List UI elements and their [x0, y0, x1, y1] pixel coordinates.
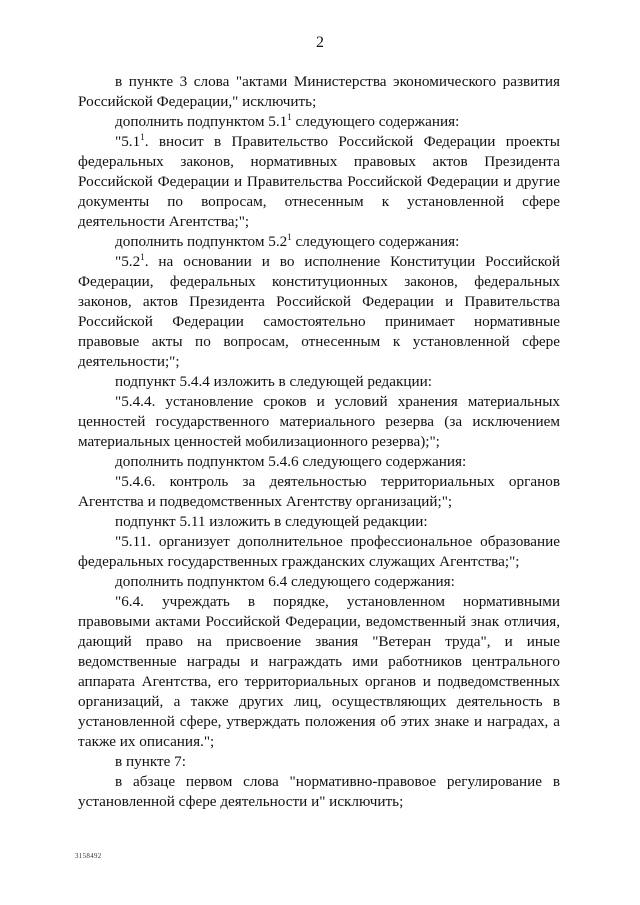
paragraph-4-text: дополнить подпунктом 5.2	[115, 233, 288, 250]
paragraph-5-text: "5.2	[115, 253, 141, 270]
document-id: 3158492	[75, 852, 102, 860]
paragraph-2	[78, 112, 560, 132]
paragraph-3	[78, 132, 560, 232]
paragraph-3-text: "5.1	[115, 133, 141, 150]
paragraph-11: "5.11. организует дополнительное профессиональное образование федеральных государственных гражданских служащих Агентства;";	[78, 533, 560, 570]
paragraph-13: "6.4. учреждать в порядке, установленном нормативными правовыми актами Российской Федерации, ведомственный знак отличия, дающий право на присвоение звания "Ветеран труда", и иные ведомственные награды и награждать ими работников центрального аппарата Агентства, его территориальных органов и подведомственных организаций, а также других лиц, осуществляющих деятельность в установленной сфере, утверждать положения об этих знаке и наградах, а также их описания.";	[78, 593, 560, 750]
paragraph-7: "5.4.4. установление сроков и условий хранения материальных ценностей государственного материального резерва (за исключением материальных ценностей мобилизационного резерва);";	[78, 393, 560, 450]
document-body	[78, 72, 560, 812]
paragraph-5-superscript: 1	[140, 252, 145, 262]
paragraph-2-text-tail: следующего содержания:	[291, 113, 460, 130]
paragraph-1: в пункте 3 слова "актами Министерства экономического развития Российской Федерации," исключить;	[78, 73, 560, 110]
paragraph-4	[78, 232, 560, 252]
paragraph-3-superscript: 1	[140, 132, 145, 142]
paragraph-2-superscript: 1	[287, 112, 292, 122]
paragraph-9: "5.4.6. контроль за деятельностью территориальных органов Агентства и подведомственных Агентству организаций;";	[78, 473, 560, 510]
paragraph-8: дополнить подпунктом 5.4.6 следующего содержания:	[115, 453, 467, 470]
paragraph-5-text-tail: . на основании и во исполнение Конституции Российской Федерации, федеральных конституционных законов, федеральных законов, актов Президента Российской Федерации и Правительства Российской Федерации самостоятельно принимает нормативные правовые акты по вопросам, отнесенным к установленной сфере деятельности;";	[78, 253, 560, 370]
paragraph-3-text-tail: . вносит в Правительство Российской Федерации проекты федеральных законов, нормативных правовых актов Президента Российской Федерации и Правительства Российской Федерации и другие документы по вопросам, отнесенным к установленной сфере деятельности Агентства;";	[78, 133, 560, 230]
paragraph-10: подпункт 5.11 изложить в следующей редакции:	[115, 513, 428, 530]
paragraph-2-text: дополнить подпунктом 5.1	[115, 113, 288, 130]
paragraph-5	[78, 252, 560, 372]
paragraph-14: в пункте 7:	[115, 753, 186, 770]
paragraph-4-text-tail: следующего содержания:	[291, 233, 460, 250]
paragraph-12: дополнить подпунктом 6.4 следующего содержания:	[115, 573, 455, 590]
paragraph-15: в абзаце первом слова "нормативно-правовое регулирование в установленной сфере деятельности и" исключить;	[78, 773, 560, 810]
paragraph-6: подпункт 5.4.4 изложить в следующей редакции:	[115, 373, 432, 390]
page-number: 2	[316, 34, 324, 51]
paragraph-4-superscript: 1	[287, 232, 292, 242]
